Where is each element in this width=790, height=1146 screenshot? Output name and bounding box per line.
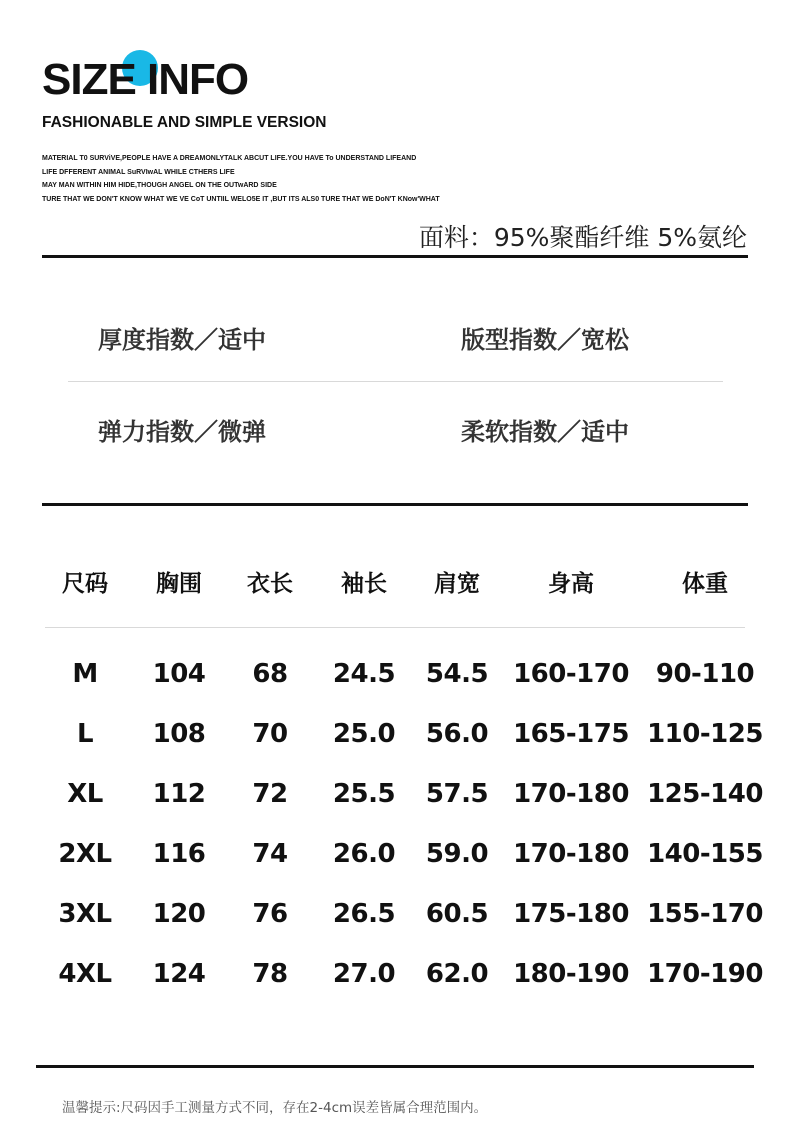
table-cell: 57.5: [425, 779, 489, 809]
column-header: 身高: [548, 571, 594, 597]
index-softness: 柔软指数／适中: [461, 418, 629, 446]
table-cell: 175-180: [513, 899, 629, 929]
table-cell: 116: [152, 839, 206, 869]
table-cell: 25.0: [332, 719, 396, 749]
size-label-cell: 2XL: [58, 839, 112, 869]
divider: [68, 381, 723, 382]
fine-print: [42, 152, 562, 206]
table-cell: 26.5: [332, 899, 396, 929]
size-label-cell: M: [72, 659, 98, 689]
table-cell: 72: [252, 779, 288, 809]
table-cell: 165-175: [513, 719, 629, 749]
index-elasticity: 弹力指数／微弹: [98, 418, 266, 446]
table-cell: 180-190: [513, 959, 629, 989]
table-cell: 124: [152, 959, 206, 989]
table-cell: 25.5: [332, 779, 396, 809]
table-cell: 76: [252, 899, 288, 929]
table-cell: 110-125: [647, 719, 763, 749]
table-cell: 56.0: [425, 719, 489, 749]
divider: [45, 627, 745, 628]
column-header: 体重: [682, 571, 728, 597]
table-cell: 70: [252, 719, 288, 749]
table-cell: 68: [252, 659, 288, 689]
footer-note: 温馨提示:尺码因手工测量方式不同，存在2-4cm误差皆属合理范围内。: [62, 1100, 488, 1116]
table-cell: 62.0: [425, 959, 489, 989]
table-cell: 112: [152, 779, 206, 809]
subtitle: FASHIONABLE AND SIMPLE VERSION: [42, 114, 327, 131]
size-label-cell: L: [76, 719, 94, 749]
table-cell: 160-170: [513, 659, 629, 689]
column-header: 尺码: [62, 571, 108, 597]
page-title: SIZE INFO: [42, 55, 249, 104]
table-cell: 54.5: [425, 659, 489, 689]
table-cell: 78: [252, 959, 288, 989]
divider: [36, 1065, 754, 1068]
fine-print-line: LIFE DFFERENT ANIMAL SuRVIwAL WHILE CTHERS LIFE: [42, 168, 235, 176]
index-thickness: 厚度指数／适中: [98, 326, 266, 354]
column-header: 衣长: [247, 571, 293, 597]
table-cell: 90-110: [655, 659, 755, 689]
table-cell: 74: [252, 839, 288, 869]
table-cell: 26.0: [332, 839, 396, 869]
divider: [42, 503, 748, 506]
fine-print-line: TURE THAT WE DON'T KNOW WHAT WE VE CoT UNTIIL WELO5E IT ,BUT ITS ALS0 TURE THAT WE DoN'T KNow'WHAT: [42, 195, 440, 203]
divider: [42, 255, 748, 258]
fine-print-line: MAY MAN WITHIN HIM HIDE,THOUGH ANGEL ON THE OUTwARD SIDE: [42, 182, 277, 189]
table-cell: 140-155: [647, 839, 763, 869]
table-cell: 125-140: [647, 779, 763, 809]
table-cell: 104: [152, 659, 206, 689]
table-cell: 170-180: [513, 779, 629, 809]
table-cell: 60.5: [425, 899, 489, 929]
column-header: 袖长: [341, 571, 387, 597]
size-label-cell: 3XL: [58, 899, 112, 929]
table-cell: 27.0: [332, 959, 396, 989]
size-label-cell: 4XL: [58, 959, 112, 989]
index-fit: 版型指数／宽松: [461, 326, 629, 354]
column-header: 肩宽: [434, 571, 480, 597]
size-label-cell: XL: [67, 779, 103, 809]
fine-print-line: MATERIAL T0 SURViVE,PEOPLE HAVE A DREAMONLYTALK ABCUT LIFE.YOU HAVE To UNDERSTAND LIFEAND: [42, 155, 417, 162]
table-cell: 170-190: [647, 959, 763, 989]
table-cell: 120: [152, 899, 206, 929]
logo: [42, 48, 302, 108]
table-cell: 59.0: [425, 839, 489, 869]
table-cell: 155-170: [647, 899, 763, 929]
table-cell: 108: [152, 719, 206, 749]
fabric-composition: 面料：95%聚酯纤维 5%氨纶: [418, 223, 747, 252]
table-cell: 24.5: [332, 659, 396, 689]
table-cell: 170-180: [513, 839, 629, 869]
column-header: 胸围: [156, 571, 202, 597]
